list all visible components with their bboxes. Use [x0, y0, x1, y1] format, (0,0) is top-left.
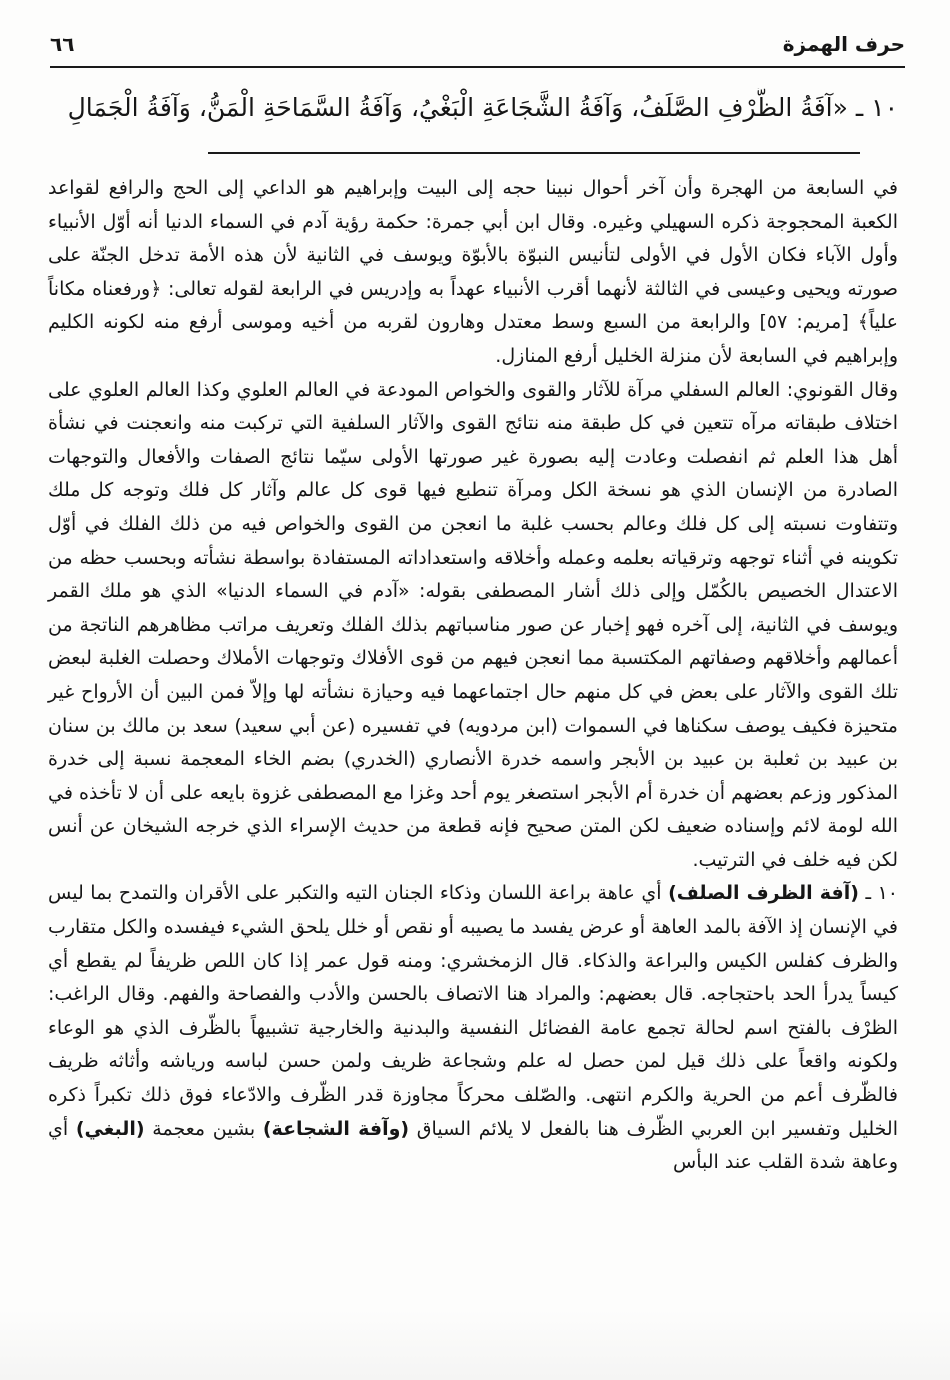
- commentary-text-2: بشين معجمة: [144, 1117, 263, 1140]
- commentary-text-1: أي عاهة براعة اللسان وذكاء الجنان التيه والتكبر على الأقران والتمدح بما ليس في الإنسان إذ الآفة بالمد العاهة أو عرض يفسد ما يصيبه أو نقص أو خلل يلحق الشيء فيفسده والكل متقارب والظرف كفلس الكيس والبراعة والذكاء. قال الزمخشري: ومنه قول عمر إذا كان اللص ظريفاً لم يقطع أي كيساً يدرأ الحد باحتجاجه. قال بعضهم: والمراد هنا الاتصاف بالحسن والأدب والفصاحة والفهم. وقال الراغب: الظرْف بالفتح اسم لحالة تجمع عامة الفضائل النفسية والبدنية والخارجية تشبيهاً بالظّرف الذي هو الوعاء ولكونه واقعاً على ذلك قيل لمن حصل له علم وشجاعة ظريف ولمن حسن لباسه ورياشه وأثاثه ظريف فالظّرف أعم من الحرية والكرم انتهى. والصّلف محركاً مجاوزة قدر الظّرف والادّعاء فوق ذلك تكبراً ذكره الخليل وتفسير ابن العربي الظّرف هنا بالفعل لا يلائم السياق: [48, 882, 898, 1140]
- page-header: [50, 28, 905, 68]
- commentary-paragraph-2: وقال القونوي: العالم السفلي مرآة للآثار والقوى والخواص المودعة في العالم العلوي وكذا العالم العلوي على اختلاف طبقاته مرآه تتعين في كل طبقة منه نتائج القوى والآثار السلفية التي تركبت منه وانعجنت في نشأة أهل هذا العلم ثم انفصلت وعادت إليه بصورة غير صورتها الأولى سيّما نتائج الصفات والأفعال والتوجهات الصادرة من الإنسان الذي هو نسخة الكل ومرآة تنطبع فيها قوى كل عالم وآثار كل فلك وتوجه كل ملك وتتفاوت نسبته إلى كل فلك وعالم بحسب غلبة ما انعجن من القوى والخواص فيه من ذلك الفلك في أوّل تكوينه في أثناء توجهه وترقياته بعلمه وعمله وأخلاقه واستعداداته المستفادة بواسطة نشأته وبحسب حظه من الاعتدال الخصيص بالكُمّل وإلى ذلك أشار المصطفى بقوله: «آدم في السماء الدنيا» الذي هو ملك القمر ويوسف في الثانية، إلى آخره فهو إخبار عن صور مناسباتهم بذلك الفلك وتعريف مراتب مظاهرهم الناتجة من أعمالهم وأخلاقهم وصفاتهم المكتسبة مما انعجن فيهم من قوى الأفلاك وتوجهات الأملاك وحصلت الغلبة لبعض تلك القوى والآثار على بعض في كل منهم حال اجتماعهما فيه وحيازة نشأته لها وإلاّ فمن البين أن الأرواح غير متحيزة فكيف يوصف سكناها في السموات (ابن مردويه) في تفسيره (عن أبي سعيد) سعد بن مالك بن سنان بن عبيد بن ثعلبة بن عبيد بن الأبجر واسمه خدرة الأنصاري (الخدري) بضم الخاء المعجمة نسبة إلى خدرة المذكور وزعم بعضهم أن خدرة أم الأبجر استصغر يوم أحد وغزا مع المصطفى غزوة بايعه على أن لا تأخذه في الله لومة لائم وإسناده ضعيف لكن المتن صحيح فإنه قطعة من حديث الإسراء الذي خرجه الشيخان عن أنس لكن فيه خلف في الترتيب.: [48, 378, 898, 871]
- commentary-text-3: أي وعاهة شدة القلب عند البأس: [48, 1117, 898, 1174]
- hadith-term-1: (آفة الظرف الصلف): [668, 882, 859, 905]
- scan-edge: [0, 1310, 950, 1380]
- commentary-paragraph-3: [48, 877, 898, 1179]
- section-divider: [208, 152, 860, 154]
- header-rule: [50, 66, 905, 68]
- commentary-body: [48, 172, 898, 1180]
- page-number: ٦٦: [50, 32, 75, 56]
- chapter-title: حرف الهمزة: [782, 32, 905, 56]
- entry-number: ١٠ ـ: [858, 882, 898, 905]
- hadith-text: ١٠ ـ «آفَةُ الظَّرْفِ الصَّلَفُ، وَآفَةُ الشَّجَاعَةِ الْبَغْيُ، وَآفَةُ السَّمَاحَةِ الْمَنُّ، وَآفَةُ الْجَمَالِ: [67, 93, 898, 122]
- commentary-paragraph-1: في السابعة من الهجرة وأن آخر أحوال نبينا حجه إلى البيت وإبراهيم هو الداعي إلى الحج والرافع لقواعد الكعبة المحجوجة ذكره السهيلي وغيره. وقال ابن أبي جمرة: حكمة رؤية آدم في السماء الدنيا أنه أوّل الأنبياء وأول الآباء فكان الأول في الأولى لتأنيس النبوّة بالأبوّة ويوسف في الثانية لأن هذه الأمة تدخل الجنّة على صورته ويحيى وعيسى في الثالثة لأنهما أقرب الأنبياء عهداً به وإدريس في الرابعة لقوله تعالى: ﴿ورفعناه مكاناً علياً﴾ [مريم: ٥٧] والرابعة من السبع وسط معتدل وهارون لقربه من أخيه وموسى أرفع منه لكونه الكليم وإبراهيم في السابعة لأن منزلة الخليل أرفع المنازل.: [48, 177, 898, 367]
- hadith-term-2: (وآفة الشجاعة): [262, 1117, 410, 1140]
- hadith-term-3: (البغي): [75, 1117, 145, 1140]
